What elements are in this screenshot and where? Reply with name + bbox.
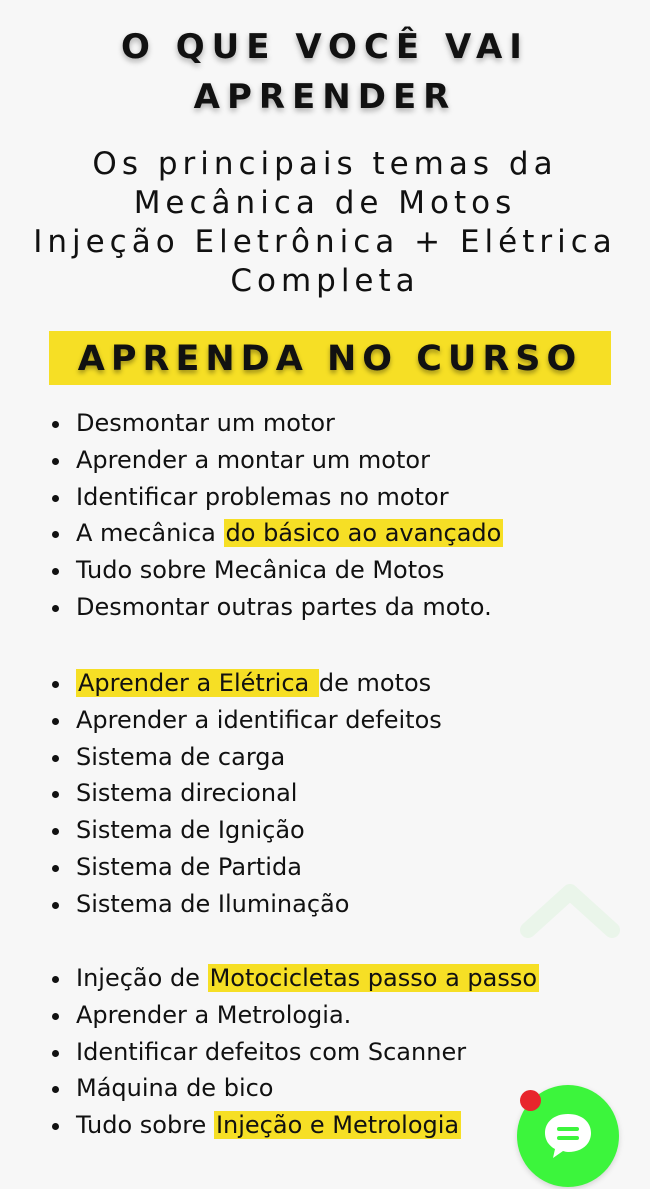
list-item-text: Tudo sobre [76,1111,214,1140]
chat-bubble-icon [542,1111,594,1161]
section-title [0,22,650,122]
list-item: Sistema de carga [48,739,608,776]
list-item [48,665,608,702]
list-item: Aprender a montar um motor [48,442,608,479]
list-item: Aprender a identificar defeitos [48,702,608,739]
list-item-text: A mecânica [76,519,224,548]
course-topics-list-mechanics [48,405,608,626]
list-item: Tudo sobre Mecânica de Motos [48,552,608,589]
course-banner-label: APRENDA NO CURSO [77,339,583,379]
list-item-text: de motos [318,669,432,697]
list-item: Desmontar outras partes da moto. [48,589,608,626]
highlighted-text: Injeção e Metrologia [215,1111,460,1140]
scroll-top-icon[interactable] [520,880,620,940]
section-title-line2: APRENDER [193,77,457,117]
list-item: Máquina de bico [48,1070,608,1107]
highlighted-text: Motocicletas passo a passo [209,964,538,992]
list-item [48,515,608,552]
list-item [48,960,608,997]
highlighted-text: do básico ao avançado [225,519,502,548]
list-item: Identificar defeitos com Scanner [48,1034,608,1071]
course-banner [49,331,611,385]
list-item: Sistema de Ignição [48,812,608,849]
section-subtitle [0,145,650,301]
list-item: Desmontar um motor [48,405,608,442]
list-item-text: Injeção de [76,964,208,992]
highlighted-text: Aprender a Elétrica [78,669,317,697]
subtitle-line1: Os principais temas da [92,146,558,182]
list-item: Sistema de Iluminação [48,886,608,923]
subtitle-line4: Completa [230,263,420,299]
list-item: Aprender a Metrologia. [48,997,608,1034]
list-item: Identificar problemas no motor [48,479,608,516]
list-item: Sistema direcional [48,775,608,812]
subtitle-line3: Injeção Eletrônica + Elétrica [33,224,617,260]
subtitle-line2: Mecânica de Motos [133,185,517,221]
notification-dot [520,1090,541,1111]
list-item: Sistema de Partida [48,849,608,886]
section-title-line1: O QUE VOCÊ VAI [121,27,529,67]
